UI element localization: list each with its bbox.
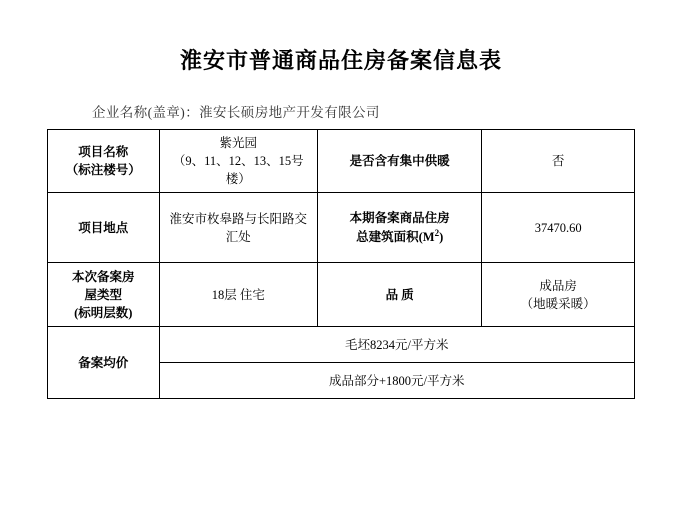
table-row [48,130,635,193]
total-building-area-label-cell [318,193,482,263]
document-page [0,44,682,525]
info-table-wrapper [47,129,635,399]
project-name-value-cell [159,130,317,193]
quality-value-line1: 成品房 [539,278,577,293]
housing-type-value-cell: 18层 住宅 [159,263,317,327]
project-name-value-line1: 紫光园 [219,136,258,150]
project-name-label-cell [48,130,160,193]
quality-value-cell [482,263,635,327]
page-title: 淮安市普通商品住房备案信息表 [179,48,502,73]
total-building-area-label-line1: 本期备案商品住房 [349,211,450,226]
project-location-label-cell: 项目地点 [48,193,160,263]
housing-type-label-line1: 本次备案房 [72,269,135,284]
square-meter-superscript: 2 [434,228,440,239]
average-price-rough-cell: 毛坯8234元/平方米 [159,327,634,363]
project-name-value-line2: （9、11、12、13、15号楼） [172,154,304,187]
project-name-label-line1: 项目名称 [78,145,129,160]
quality-value-line2: （地暖采暖） [520,296,596,311]
project-location-value-cell: 淮安市枚皋路与长阳路交汇处 [159,193,317,263]
quality-label-cell: 品 质 [318,263,482,327]
total-building-area-value-cell: 37470.60 [482,193,635,263]
housing-type-label-line3: (标明层数) [74,305,133,320]
average-price-label-cell: 备案均价 [48,327,160,399]
total-building-area-label-line2 [323,227,476,246]
table-row [48,263,635,327]
project-name-label-line2: （标注楼号） [65,163,141,178]
central-heating-label-cell: 是否含有集中供暖 [318,130,482,193]
central-heating-value-cell: 否 [482,130,635,193]
housing-type-label-cell [48,263,160,327]
company-name-line: 企业名称(盖章)：淮安长硕房地产开发有限公司 [92,105,380,120]
average-price-finished-cell: 成品部分+1800元/平方米 [159,363,634,399]
filing-information-table [47,129,635,399]
total-building-area-label-text: 总建筑面积(M [356,230,435,245]
total-building-area-label-tail: ) [439,230,444,245]
table-row [48,193,635,263]
table-row [48,327,635,363]
housing-type-label-line2: 屋类型 [84,287,123,302]
